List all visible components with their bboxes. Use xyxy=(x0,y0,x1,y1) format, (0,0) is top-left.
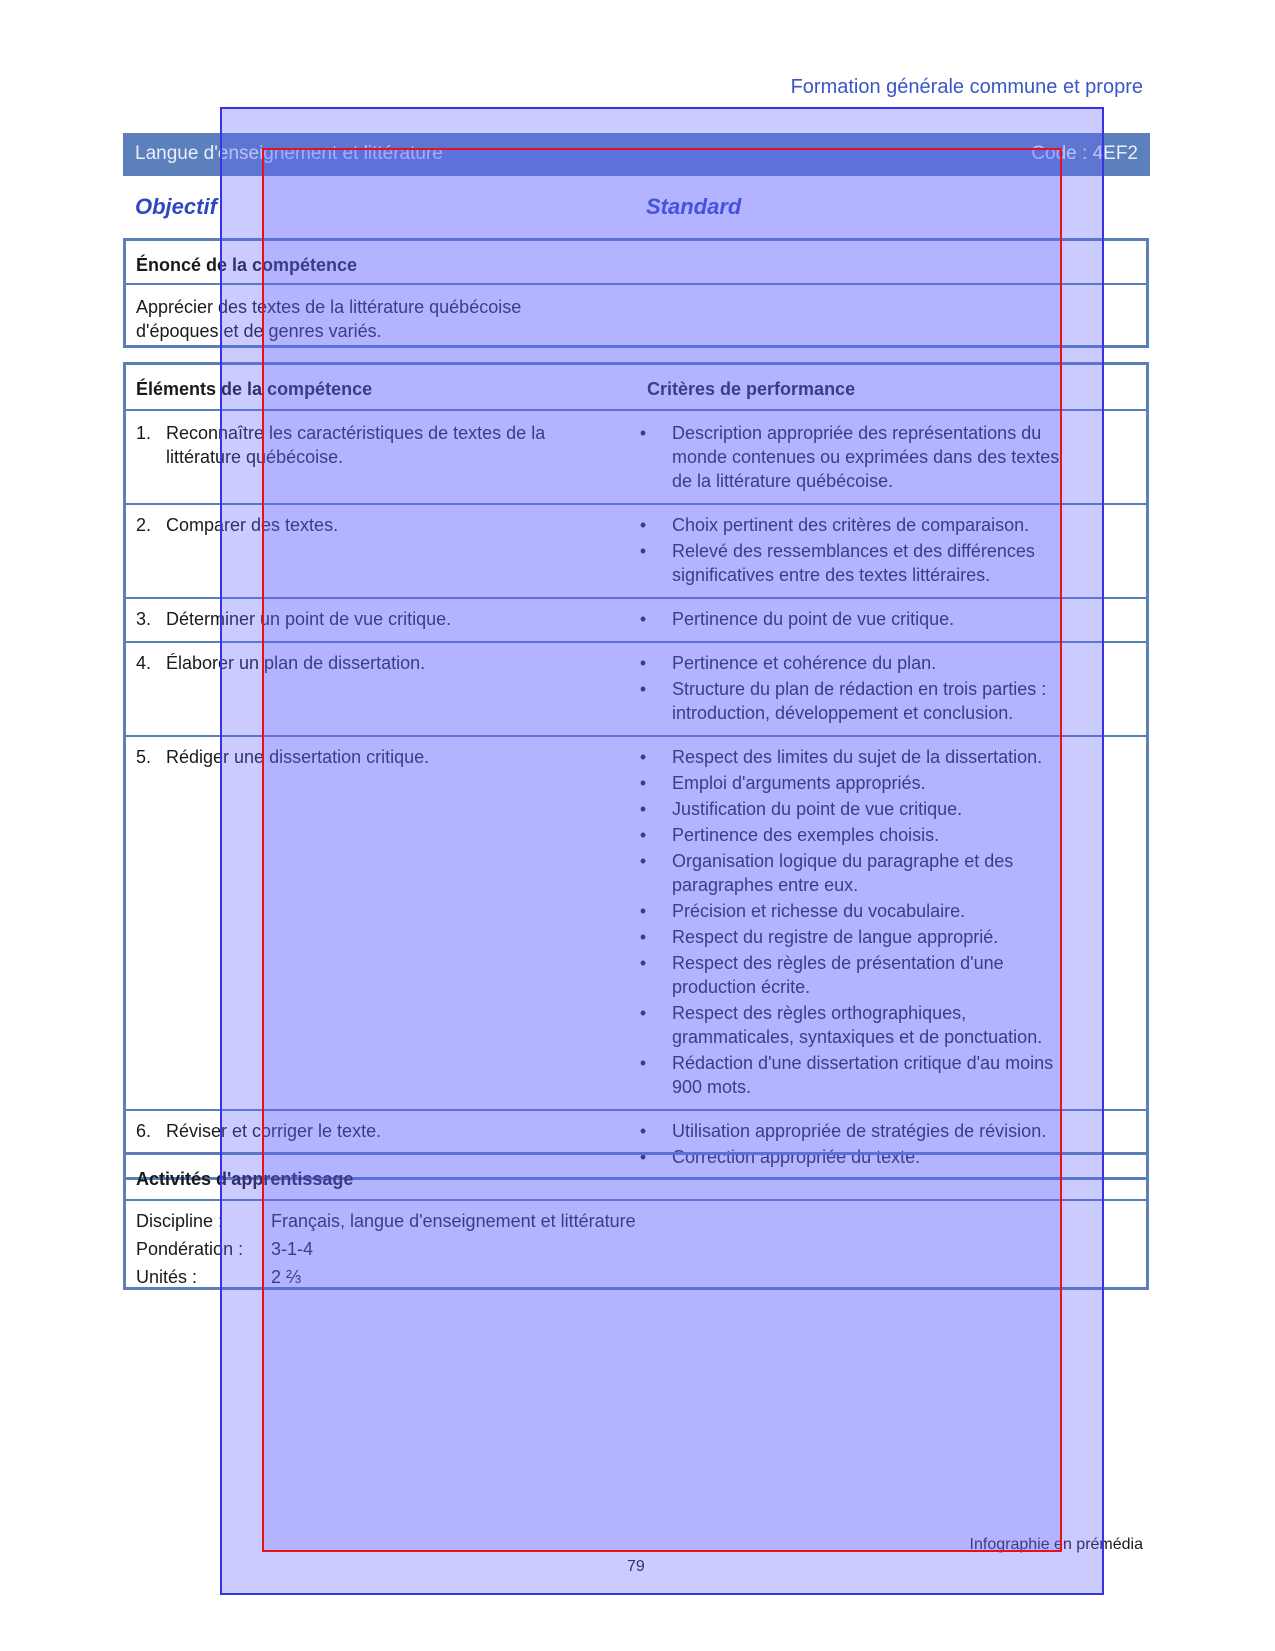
criterion-text: Respect du registre de langue approprié. xyxy=(672,927,999,947)
bullet-icon: • xyxy=(639,679,647,699)
criterion-text: Utilisation appropriée de stratégies de révision. xyxy=(672,1121,1047,1141)
criterion-text: production écrite. xyxy=(672,977,811,997)
page-number: 79 xyxy=(627,1558,645,1575)
criterion-text: Pertinence et cohérence du plan. xyxy=(672,653,937,673)
criterion-text: de la littérature québécoise. xyxy=(672,471,894,491)
bullet-icon: • xyxy=(639,653,647,673)
criterion-text: Justification du point de vue critique. xyxy=(672,799,963,819)
criterion-text: Pertinence du point de vue critique. xyxy=(672,609,955,629)
enonce-line-1: Apprécier des textes de la littérature québécoise xyxy=(136,297,522,317)
bullet-icon: • xyxy=(639,953,647,973)
ponderation-value: 3-1-4 xyxy=(271,1239,314,1259)
criterion-text: Respect des limites du sujet de la dissertation. xyxy=(672,747,1043,767)
footer-program: Infographie en prémédia xyxy=(969,1536,1143,1553)
element-text: Élaborer un plan de dissertation. xyxy=(166,653,426,673)
criterion-text: Rédaction d'une dissertation critique d'au moins xyxy=(672,1053,1054,1073)
bullet-icon: • xyxy=(639,825,647,845)
criterion-text: Correction appropriée du texte. xyxy=(672,1147,921,1167)
bullet-icon: • xyxy=(639,423,647,443)
criterion-text: Relevé des ressemblances et des différences xyxy=(672,541,1035,561)
bullet-icon: • xyxy=(639,773,647,793)
criteria-heading: Critères de performance xyxy=(647,379,856,399)
criterion-text: Pertinence des exemples choisis. xyxy=(672,825,940,845)
bullet-icon: • xyxy=(639,1003,647,1023)
bullet-icon: • xyxy=(639,901,647,921)
discipline-value: Français, langue d'enseignement et littérature xyxy=(271,1211,636,1231)
criterion-text: 900 mots. xyxy=(672,1077,752,1097)
course-code: Code : 4EF2 xyxy=(1031,143,1138,164)
course-title: Langue d'enseignement et littérature xyxy=(135,143,443,164)
criterion-text: introduction, développement et conclusion. xyxy=(672,703,1014,723)
discipline-label: Discipline : xyxy=(136,1211,224,1231)
criterion-text: Structure du plan de rédaction en trois parties : xyxy=(672,679,1047,699)
criterion-text: Respect des règles orthographiques, xyxy=(672,1003,967,1023)
element-number: 5. xyxy=(136,747,152,767)
element-text: littérature québécoise. xyxy=(166,447,344,467)
criterion-text: Respect des règles de présentation d'une xyxy=(672,953,1004,973)
criterion-text: paragraphes entre eux. xyxy=(672,875,859,895)
criterion-text: grammaticales, syntaxiques et de ponctuation. xyxy=(672,1027,1043,1047)
bullet-icon: • xyxy=(639,927,647,947)
element-number: 4. xyxy=(136,653,152,673)
unites-label: Unités : xyxy=(136,1267,198,1287)
activites-heading: Activités d'apprentissage xyxy=(136,1169,354,1189)
element-text: Réviser et corriger le texte. xyxy=(166,1121,382,1141)
unites-value: 2 ⅔ xyxy=(271,1267,302,1287)
criterion-text: Précision et richesse du vocabulaire. xyxy=(672,901,966,921)
bullet-icon: • xyxy=(639,541,647,561)
bullet-icon: • xyxy=(639,1053,647,1073)
objectif-heading: Objectif xyxy=(135,194,217,219)
criterion-text: Organisation logique du paragraphe et des xyxy=(672,851,1014,871)
element-number: 2. xyxy=(136,515,152,535)
element-text: Rédiger une dissertation critique. xyxy=(166,747,430,767)
criterion-text: Emploi d'arguments appropriés. xyxy=(672,773,926,793)
element-text: Reconnaître les caractéristiques de textes de la xyxy=(166,423,546,443)
element-number: 3. xyxy=(136,609,152,629)
element-text: Déterminer un point de vue critique. xyxy=(166,609,452,629)
overlay-inner-rect xyxy=(262,148,1062,1552)
bullet-icon: • xyxy=(639,799,647,819)
program-title: Formation générale commune et propre xyxy=(790,76,1143,98)
element-number: 6. xyxy=(136,1121,152,1141)
bullet-icon: • xyxy=(639,747,647,767)
element-number: 1. xyxy=(136,423,152,443)
bullet-icon: • xyxy=(639,1121,647,1141)
bullet-icon: • xyxy=(639,1147,647,1167)
criterion-text: Description appropriée des représentations du xyxy=(672,423,1042,443)
element-text: Comparer des textes. xyxy=(166,515,339,535)
criterion-text: monde contenues ou exprimées dans des textes xyxy=(672,447,1060,467)
ponderation-label: Pondération : xyxy=(136,1239,244,1259)
bullet-icon: • xyxy=(639,851,647,871)
standard-heading: Standard xyxy=(646,194,742,219)
bullet-icon: • xyxy=(639,609,647,629)
elements-heading: Éléments de la compétence xyxy=(136,379,373,399)
criterion-text: Choix pertinent des critères de comparaison. xyxy=(672,515,1030,535)
enonce-heading: Énoncé de la compétence xyxy=(136,255,358,275)
criterion-text: significatives entre des textes littéraires. xyxy=(672,565,991,585)
bullet-icon: • xyxy=(639,515,647,535)
enonce-line-2: d'époques et de genres variés. xyxy=(136,321,382,341)
